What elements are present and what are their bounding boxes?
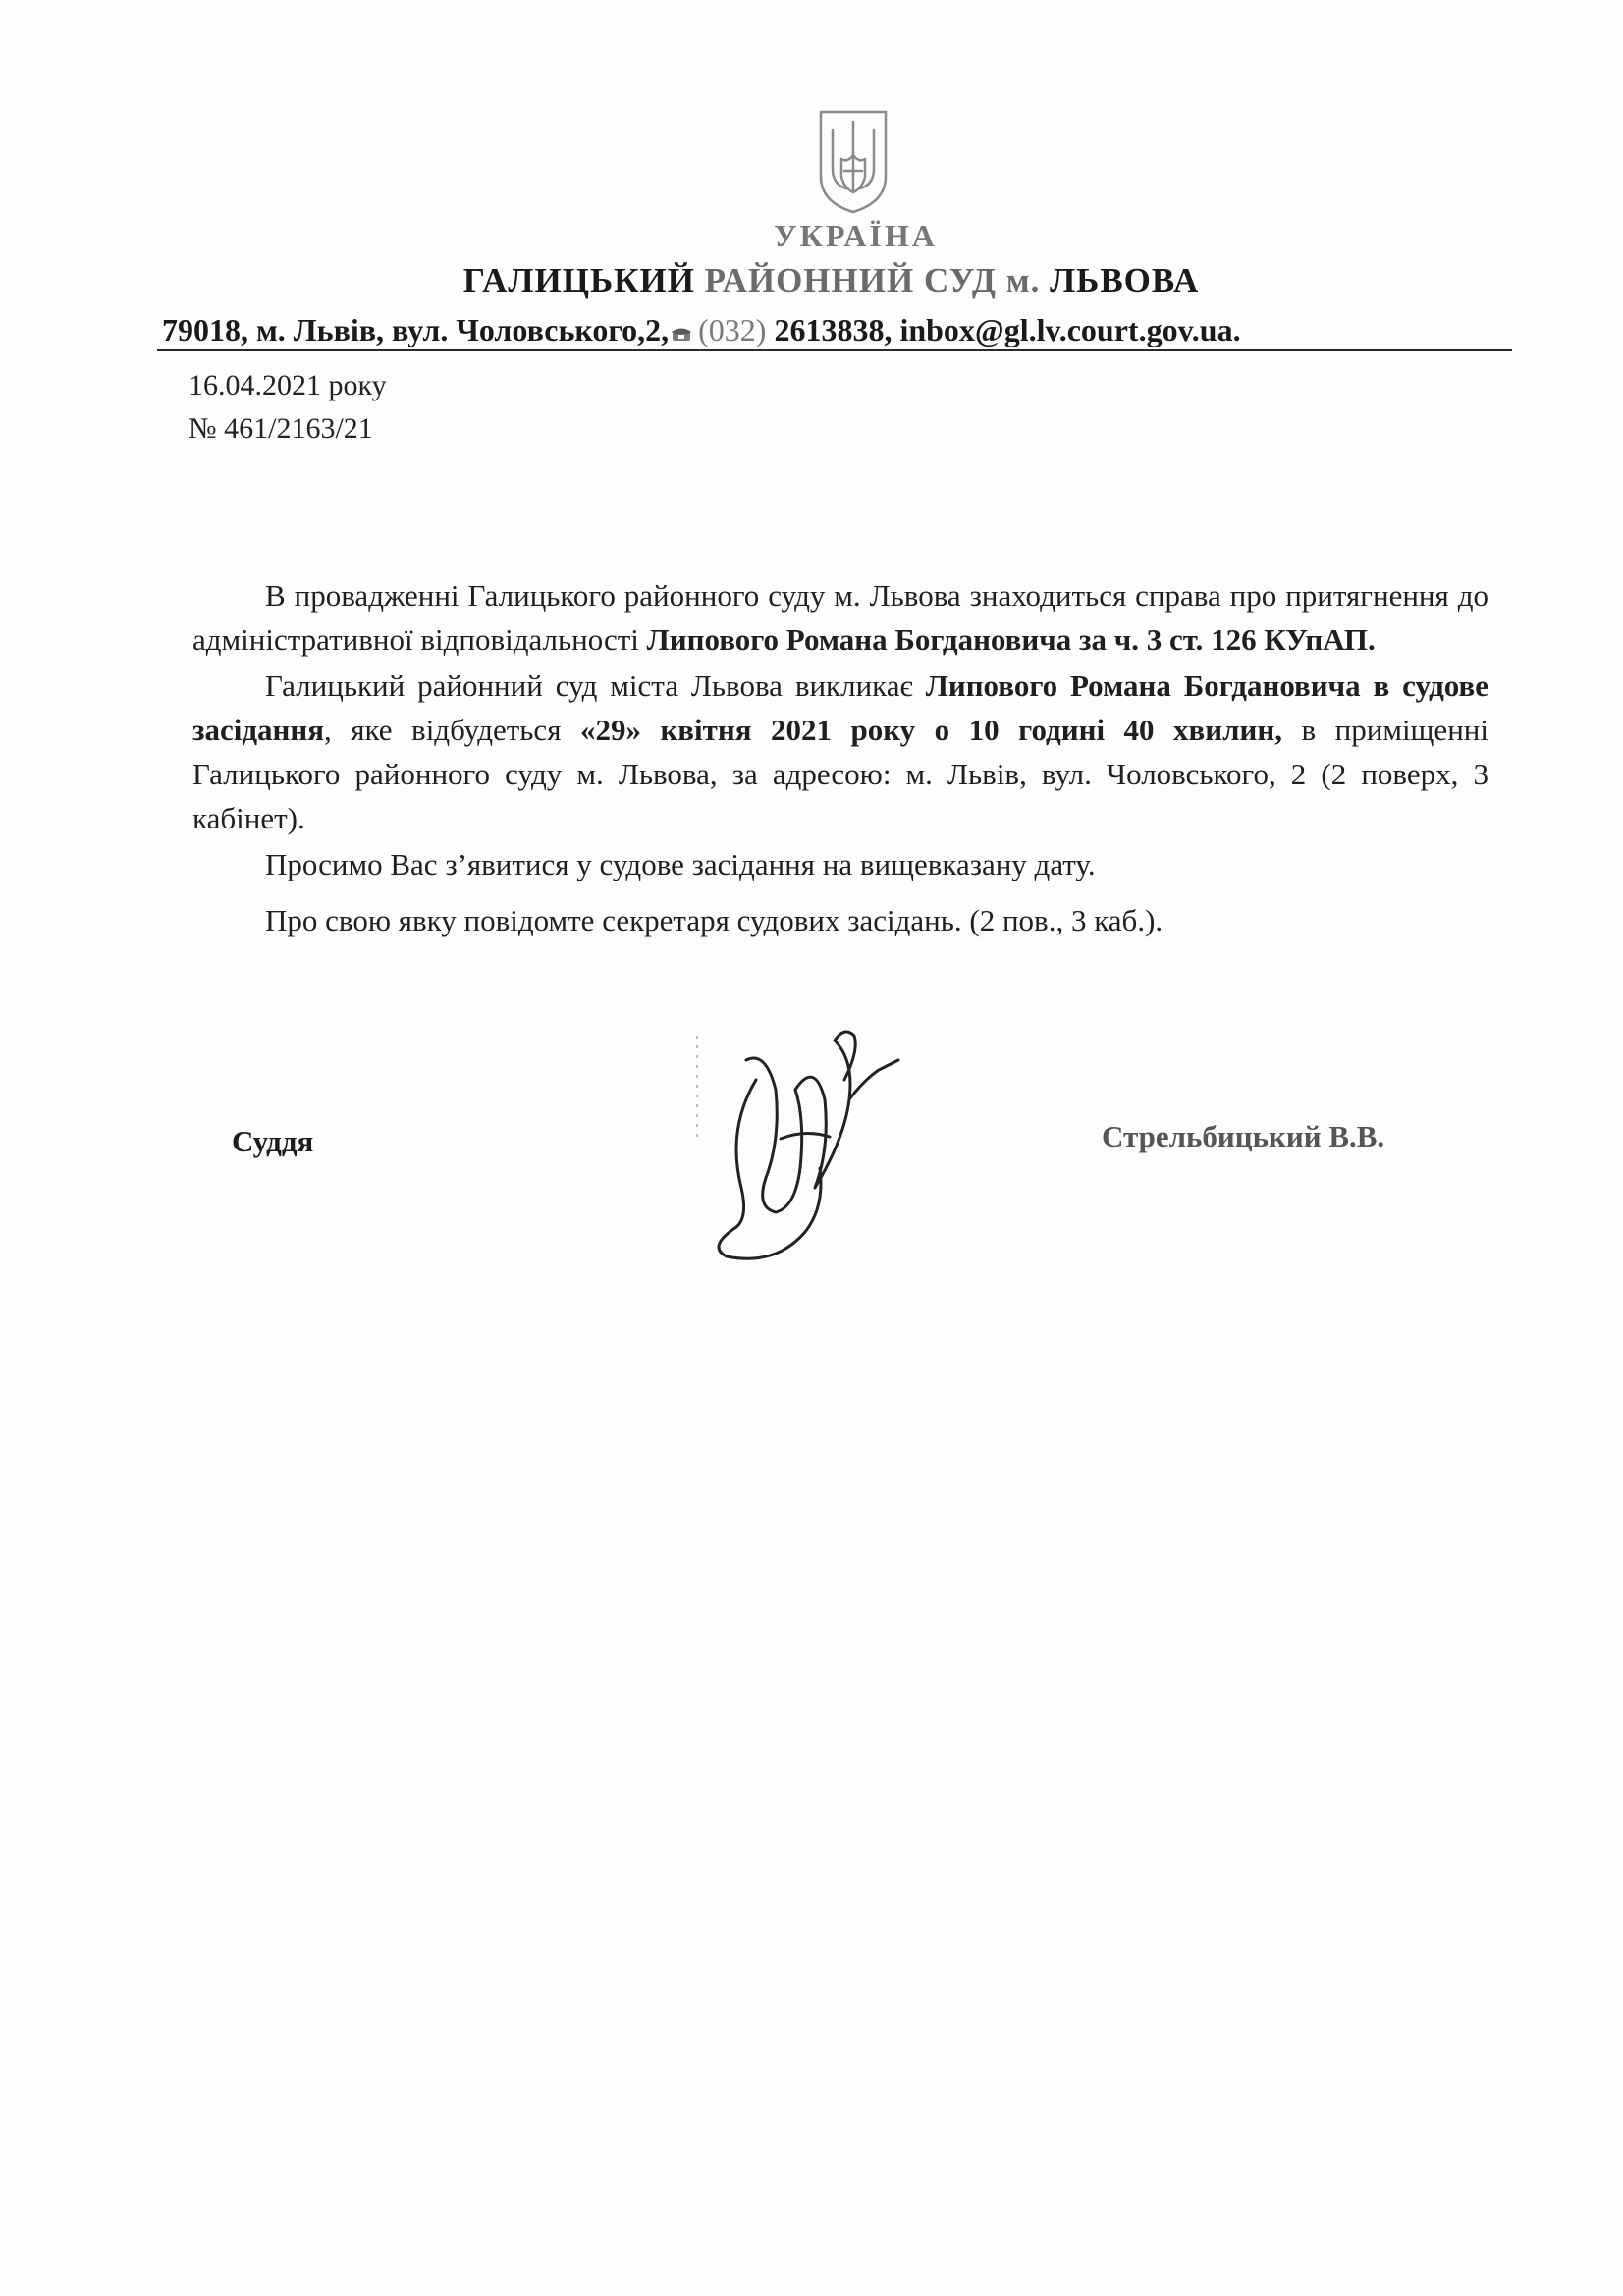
paragraph-summons-text-3: в приміщенні Галицького районного суду м. Львова, за адресою: м. Львів, вул. Чоловського, 2 (2 поверх, 3 кабінет).: [192, 713, 1488, 835]
phone-prefix: (032): [698, 312, 767, 347]
paragraph-case-text: В провадженні Галицького районного суду м. Львова знаходиться справа про притягнення до адміністративної відповідальності: [192, 578, 1488, 657]
court-name-part-2: РАЙОННИЙ: [704, 261, 915, 299]
court-address: 79018, м. Львів, вул. Чоловського,2,: [162, 312, 670, 347]
paragraph-summons-text-1: Галицький районний суд міста Львова викликає: [265, 668, 926, 703]
telephone-icon: [671, 326, 692, 342]
paragraph-summons-defendant: Липового Романа Богдановича в судове засідання: [192, 668, 1488, 747]
handwritten-signature: [687, 1021, 923, 1276]
court-name-part-4: ЛЬВОВА: [1050, 261, 1200, 299]
court-name: [0, 261, 1623, 300]
court-email: , inbox@gl.lv.court.gov.ua.: [884, 312, 1241, 347]
court-name-part-3: СУД м.: [923, 261, 1041, 299]
paragraph-summons: [192, 664, 1488, 840]
case-number: № 461/2163/21: [189, 412, 373, 445]
signer-name: Стрельбицький В.В.: [1102, 1119, 1385, 1153]
paragraph-request: Просимо Вас з’явитися у судове засідання на вищевказану дату.: [265, 847, 1096, 881]
signer-role: Суддя: [232, 1124, 314, 1158]
country-name: УКРАЇНА: [774, 218, 938, 253]
paragraph-summons-text-2: , яке відбудеться: [324, 713, 580, 747]
document-body: [192, 573, 1488, 942]
court-address-line: [162, 312, 1241, 348]
phone-number: 2613838: [774, 312, 885, 347]
header-divider: [157, 349, 1512, 351]
document-date: 16.04.2021 року: [189, 369, 387, 401]
paragraph-case: [192, 573, 1488, 662]
paragraph-case-defendant: Липового Романа Богдановича за ч. 3 ст. 126 КУпАП.: [646, 622, 1376, 657]
court-name-part-1: ГАЛИЦЬКИЙ: [462, 261, 695, 299]
paragraph-notify: Про свою явку повідомте секретаря судових засідань. (2 пов., 3 каб.).: [265, 903, 1163, 937]
paragraph-summons-datetime: «29» квітня 2021 року о 10 годині 40 хвилин,: [579, 713, 1283, 747]
coat-of-arms-icon: [815, 108, 892, 216]
